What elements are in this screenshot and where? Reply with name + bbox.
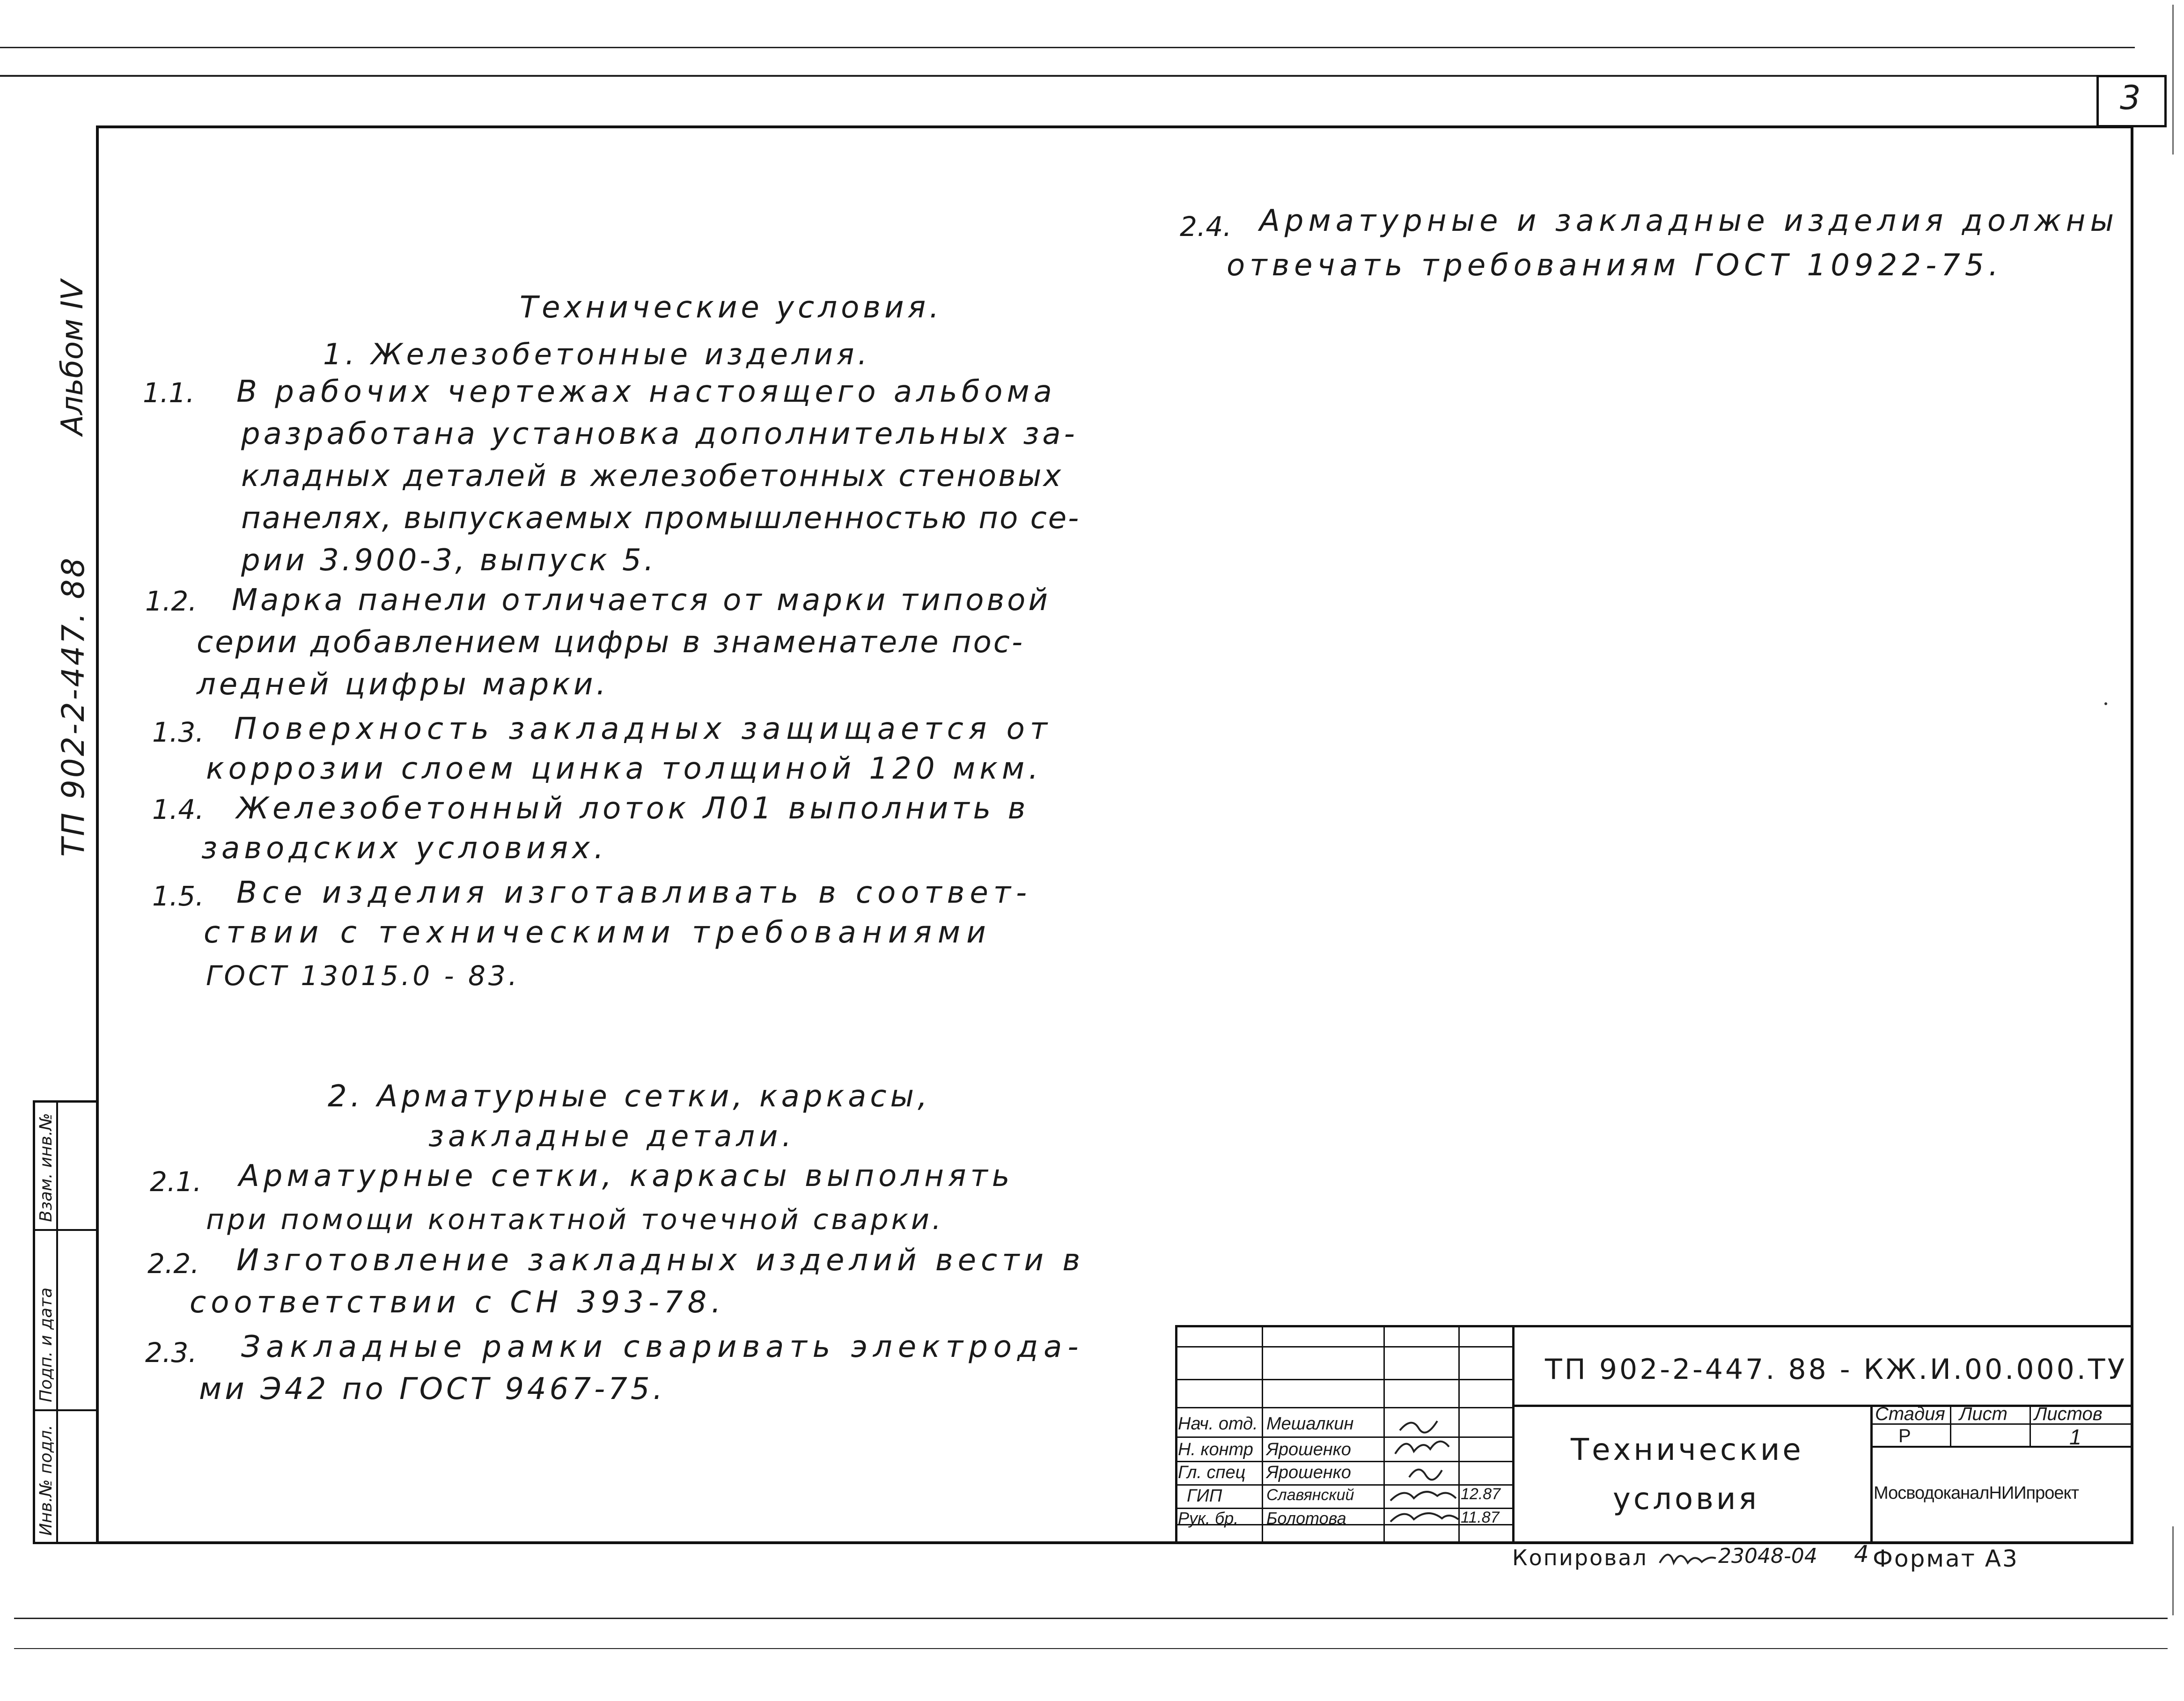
side-stamp-divider (56, 1100, 58, 1544)
item-1-3-line-2: коррозии слоем цинка толщиной 120 мкм. (206, 751, 1043, 786)
role-label: Гл. спец (1178, 1463, 1246, 1482)
side-stamp-divider (33, 1229, 99, 1231)
tb-grid-line (1512, 1325, 1515, 1544)
order-suffix: 4 (1854, 1540, 1869, 1568)
person-name: Славянский (1266, 1486, 1354, 1504)
bottom-edge-line-2 (14, 1648, 2168, 1649)
margin-dot (2104, 702, 2107, 705)
item-1-1-line-2: разработана установка дополнительных за- (241, 417, 1078, 451)
item-number-1-1: 1.1. (143, 377, 195, 409)
item-1-4-line-2: заводских условиях. (201, 831, 608, 866)
item-1-1-line-4: панелях, выпускаемых промышленностью по се- (241, 501, 1081, 536)
sheet-header: Лист (1959, 1404, 2008, 1424)
tb-grid-line (2030, 1405, 2031, 1447)
tb-grid-line (1870, 1405, 1873, 1544)
item-1-2-line-1: Марка панели отличается от марки типовой (232, 583, 1051, 618)
item-1-4-line-1: Железобетонный лоток Л01 выполнить в (236, 791, 1029, 826)
section1-heading: 1. Железобетонные изделия. (323, 337, 871, 371)
item-2-4-line-1: Арматурные и закладные изделия должны (1259, 204, 2119, 238)
sheets-value: 1 (2069, 1425, 2081, 1449)
copier-signature (1657, 1544, 1718, 1572)
date-cell: 11.87 (1461, 1509, 1500, 1526)
role-label: Н. контр (1178, 1440, 1253, 1459)
item-1-5-line-3: ГОСТ 13015.0 - 83. (206, 960, 520, 992)
role-label: ГИП (1187, 1486, 1222, 1506)
date-cell: 12.87 (1461, 1485, 1501, 1503)
side-stamp-divider (33, 1409, 99, 1411)
tb-grid-line (1175, 1461, 1513, 1462)
item-number-2-3: 2.3. (145, 1337, 197, 1369)
doc-title: Технические условия. (520, 290, 943, 325)
stamp-label-inv-podl: Инв.№ подл. (37, 1425, 56, 1536)
stage-header: Стадия (1875, 1404, 1945, 1424)
item-number-2-2: 2.2. (147, 1248, 199, 1280)
order-number: 23048-04 (1718, 1544, 1817, 1568)
bottom-edge-line (14, 1618, 2168, 1619)
role-label: Нач. отд. (1178, 1414, 1258, 1434)
role-label: Рук. бр. (1178, 1509, 1239, 1528)
signature-marks (1386, 1407, 1461, 1526)
right-edge-mark (2172, 1526, 2174, 1615)
item-1-1-line-3: кладных деталей в железобетонных стеновых (241, 459, 1063, 493)
item-2-3-line-1: Закладные рамки сваривать электрода- (241, 1330, 1084, 1364)
tb-grid-line (1175, 1436, 1513, 1438)
item-1-5-line-1: Все изделия изготавливать в соответ- (236, 876, 1032, 910)
item-2-3-line-2: ми Э42 по ГОСТ 9467-75. (199, 1372, 666, 1406)
item-number-1-3: 1.3. (152, 716, 204, 748)
stamp-label-podp-data: Подп. и дата (37, 1287, 56, 1402)
item-1-1-line-1: В рабочих чертежах настоящего альбома (236, 375, 1056, 409)
format-label: Формат А3 (1873, 1545, 2019, 1572)
section2-heading-line-2: закладные детали. (428, 1119, 795, 1153)
organization: МосводоканалНИИпроект (1874, 1483, 2079, 1503)
person-name: Ярошенко (1266, 1440, 1351, 1459)
item-number-1-4: 1.4. (152, 794, 204, 825)
person-name: Мешалкин (1266, 1414, 1354, 1434)
tb-grid-line (1262, 1325, 1263, 1544)
page-number: 3 (2120, 79, 2141, 117)
project-code-vertical: ТП 902-2-447. 88 (55, 556, 91, 857)
document-designation: ТП 902-2-447. 88 - КЖ.И.00.000.ТУ (1545, 1353, 2127, 1386)
item-number-2-4: 2.4. (1180, 211, 1232, 243)
tb-title-line-2: условия (1613, 1482, 1759, 1517)
tb-grid-line (1175, 1379, 1513, 1380)
tb-grid-line (1950, 1405, 1951, 1447)
top-edge-line (0, 47, 2135, 48)
item-number-2-1: 2.1. (150, 1166, 202, 1198)
item-1-2-line-2: серии добавлением цифры в знаменателе пос- (197, 625, 1025, 660)
item-1-1-line-5: рии 3.900-3, выпуск 5. (241, 543, 657, 578)
item-2-2-line-2: соответствии с СН 393-78. (190, 1285, 726, 1320)
item-2-2-line-1: Изготовление закладных изделий вести в (236, 1243, 1085, 1278)
person-name: Болотова (1266, 1509, 1346, 1528)
item-2-1-line-2: при помощи контактной точечной сварки. (206, 1203, 944, 1236)
person-name: Ярошенко (1266, 1463, 1351, 1482)
stamp-label-vzam-inv: Взам. инв.№ (37, 1113, 56, 1222)
item-number-1-2: 1.2. (145, 585, 197, 617)
tb-title-line-1: Технические (1571, 1433, 1804, 1467)
item-2-4-line-2: отвечать требованиям ГОСТ 10922-75. (1227, 248, 2003, 283)
item-2-1-line-1: Арматурные сетки, каркасы выполнять (239, 1159, 1014, 1193)
item-1-5-line-2: ствии с техническими требованиями (204, 915, 992, 950)
stage-value: Р (1898, 1426, 1911, 1446)
album-label: Альбом IV (55, 280, 90, 435)
item-1-3-line-1: Поверхность закладных защищается от (234, 712, 1053, 746)
copied-label: Копировал (1512, 1545, 1648, 1570)
right-edge-mark (2172, 5, 2174, 155)
tb-grid-line (1383, 1325, 1385, 1544)
top-edge-line-2 (0, 75, 2163, 77)
tb-grid-line (1175, 1407, 1513, 1408)
sheets-header: Листов (2034, 1404, 2103, 1424)
item-number-1-5: 1.5. (152, 880, 204, 912)
section2-heading-line-1: 2. Арматурные сетки, каркасы, (328, 1079, 931, 1114)
tb-grid-line (1175, 1346, 1513, 1348)
item-1-2-line-3: ледней цифры марки. (197, 667, 609, 702)
